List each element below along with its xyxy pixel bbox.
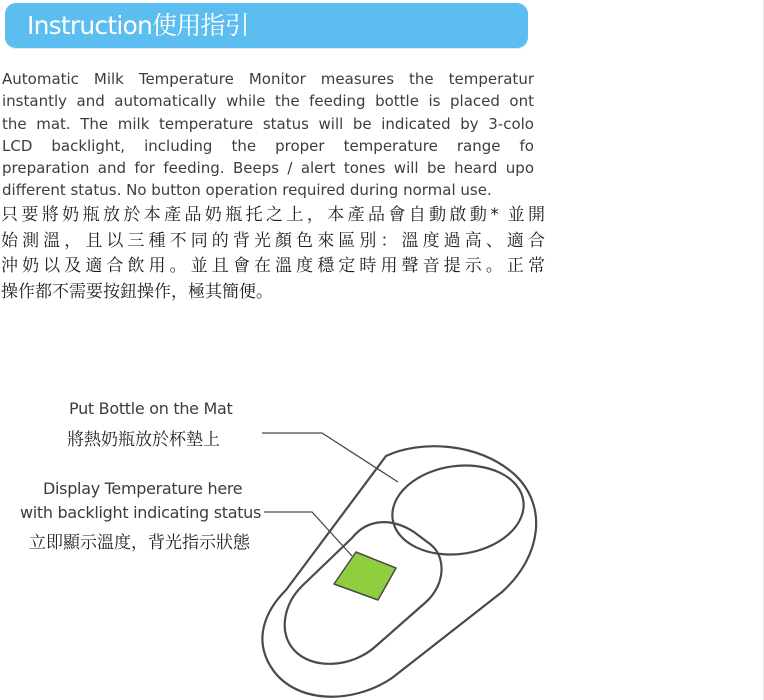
display-callout-chinese: 立即顯示溫度，背光指示狀態: [29, 533, 250, 553]
display-callout-english-line2: with backlight indicating status: [20, 503, 262, 522]
display-callout-english-line1: Display Temperature here: [43, 479, 243, 498]
instruction-header-title: Instruction使用指引: [27, 11, 249, 40]
english-line-6: different status. No button operation required during normal use.: [2, 181, 492, 200]
chinese-line-2: 始測溫，且以三種不同的背光顏色來區別：溫度過高、適合: [1, 230, 545, 251]
bottle-callout-chinese: 將熱奶瓶放於杯墊上: [67, 430, 220, 450]
bottle-callout-leader: [262, 433, 398, 482]
english-line-1: Automatic Milk Temperature Monitor measures the temperatur: [2, 70, 534, 88]
bottle-holder-circle: [387, 457, 530, 563]
english-line-2: instantly and automatically while the feeding bottle is placed ont: [2, 92, 534, 111]
english-line-4: LCD backlight, including the proper temperature range fo: [2, 136, 534, 155]
lcd-display-panel: [334, 552, 396, 600]
chinese-line-1: 只要將奶瓶放於本產品奶瓶托之上，本產品會自動啟動* 並開: [1, 205, 545, 225]
english-line-5: preparation and for feeding. Beeps / alert tones will be heard upo: [2, 159, 534, 178]
mat-outer-outline: [262, 446, 536, 697]
chinese-line-3: 沖奶以及適合飲用。並且會在溫度穩定時用聲音提示。正常: [1, 256, 545, 276]
english-line-3: the mat. The milk temperature status will be indicated by 3-colo: [2, 114, 534, 133]
bottle-callout-english: Put Bottle on the Mat: [69, 399, 233, 418]
chinese-line-4: 操作都不需要按鈕操作，極其簡便。: [1, 281, 273, 302]
